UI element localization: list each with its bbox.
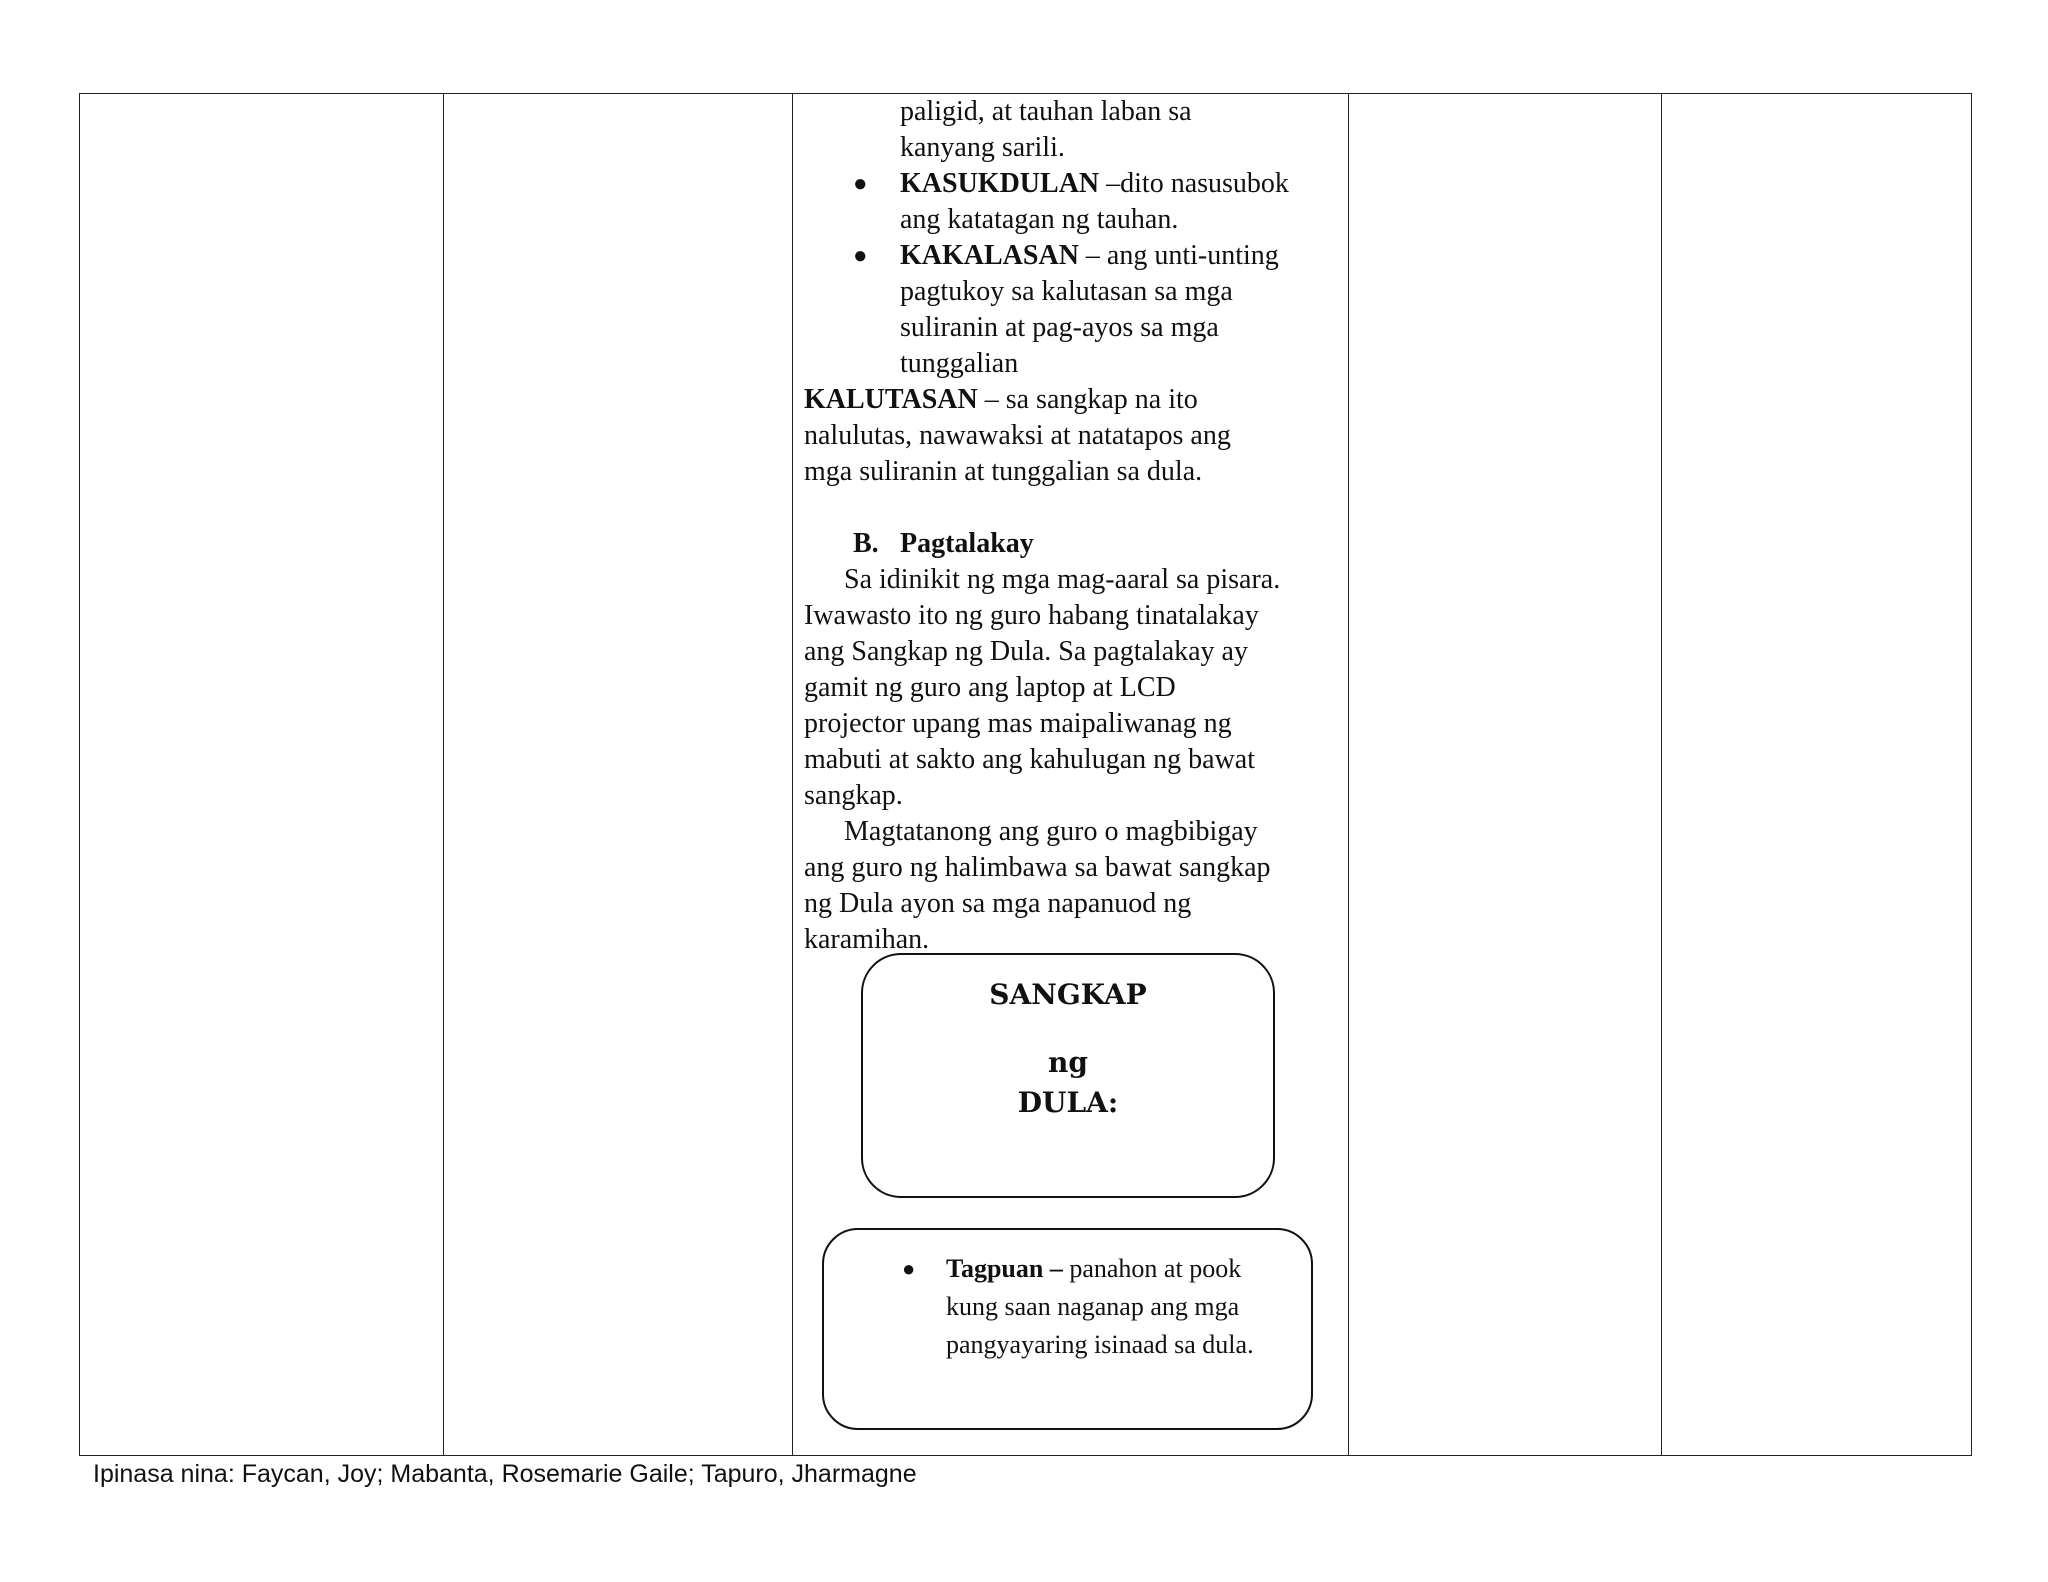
list-item-kakalasan [804,238,1344,382]
definition-kalutasan: – sa sangkap na ito [977,384,1198,415]
definition-kasukdulan-line2: ang katatagan ng tauhan. [900,204,1179,235]
bullet-icon: ● [853,171,868,197]
paragraph-line: ang Sangkap ng Dula. Sa pagtalakay ay [804,636,1248,667]
definition-kalutasan-line3: mga suliranin at tunggalian sa dula. [804,456,1203,487]
column-divider-1 [443,94,444,1455]
term-kalutasan: KALUTASAN [804,384,978,415]
definition-kalutasan-line2: nalulutas, nawawaksi at natatapos ang [804,420,1231,451]
column-divider-2 [792,94,793,1455]
procedure-cell [804,94,1344,958]
column-divider-4 [1661,94,1662,1455]
definition-kakalasan-line2: pagtukoy sa kalutasan sa mga [900,276,1233,307]
paragraph-line: Magtatanong ang guro o magbibigay [844,816,1258,847]
definition-tagpuan-line3: pangyayaring isinaad sa dula. [946,1330,1254,1359]
continued-line-1: paligid, at tauhan laban sa [900,96,1192,127]
paragraph-line: mabuti at sakto ang kahulugan ng bawat [804,744,1255,775]
discussion-paragraph-2 [804,814,1344,958]
continued-bullet-list [804,94,1344,382]
section-title: Pagtalakay [900,528,1034,559]
list-item-kasukdulan [804,166,1344,238]
list-item [804,94,1344,166]
definition-kasukdulan: –dito nasusubok [1099,168,1289,199]
submitted-by-footer: Ipinasa nina: Faycan, Joy; Mabanta, Rosemarie Gaile; Tapuro, Jharmagne [93,1460,917,1488]
term-dash: – [1043,1254,1063,1283]
discussion-paragraph-1 [804,562,1344,814]
paragraph-line: ng Dula ayon sa mga napanuod ng [804,888,1192,919]
continued-line-2: kanyang sarili. [900,132,1065,163]
paragraph-line: Iwawasto ito ng guro habang tinatalakay [804,600,1259,631]
paragraph-line: karamihan. [804,924,930,955]
definition-tagpuan: panahon at pook [1062,1254,1242,1283]
tagpuan-item [902,1250,1296,1364]
section-letter: B. [853,528,879,559]
sangkap-ng-dula-box [861,953,1275,1198]
term-kasukdulan: KASUKDULAN [900,168,1100,199]
paragraph-line: gamit ng guro ang laptop at LCD [804,672,1176,703]
term-kakalasan: KAKALASAN [900,240,1079,271]
box-title-line-1: SANGKAP [989,978,1147,1011]
term-tagpuan: Tagpuan [946,1254,1044,1283]
tagpuan-box [822,1228,1313,1430]
kalutasan-paragraph [804,382,1344,490]
box-title-line-3: DULA: [1017,1086,1119,1119]
bullet-icon: ● [902,1256,916,1281]
section-heading [804,526,1344,562]
definition-kakalasan-line4: tunggalian [900,348,1019,379]
paragraph-line: sangkap. [804,780,903,811]
paragraph-line: Sa idinikit ng mga mag-aaral sa pisara. [844,564,1281,595]
definition-kakalasan-line3: suliranin at pag-ayos sa mga [900,312,1219,343]
definition-tagpuan-line2: kung saan naganap ang mga [946,1292,1240,1321]
box-title-line-2: ng [1048,1046,1088,1079]
paragraph-line: projector upang mas maipaliwanag ng [804,708,1232,739]
paragraph-line: ang guro ng halimbawa sa bawat sangkap [804,852,1271,883]
column-divider-3 [1348,94,1349,1455]
bullet-icon: ● [853,243,868,269]
definition-kakalasan: – ang unti-unting [1078,240,1279,271]
